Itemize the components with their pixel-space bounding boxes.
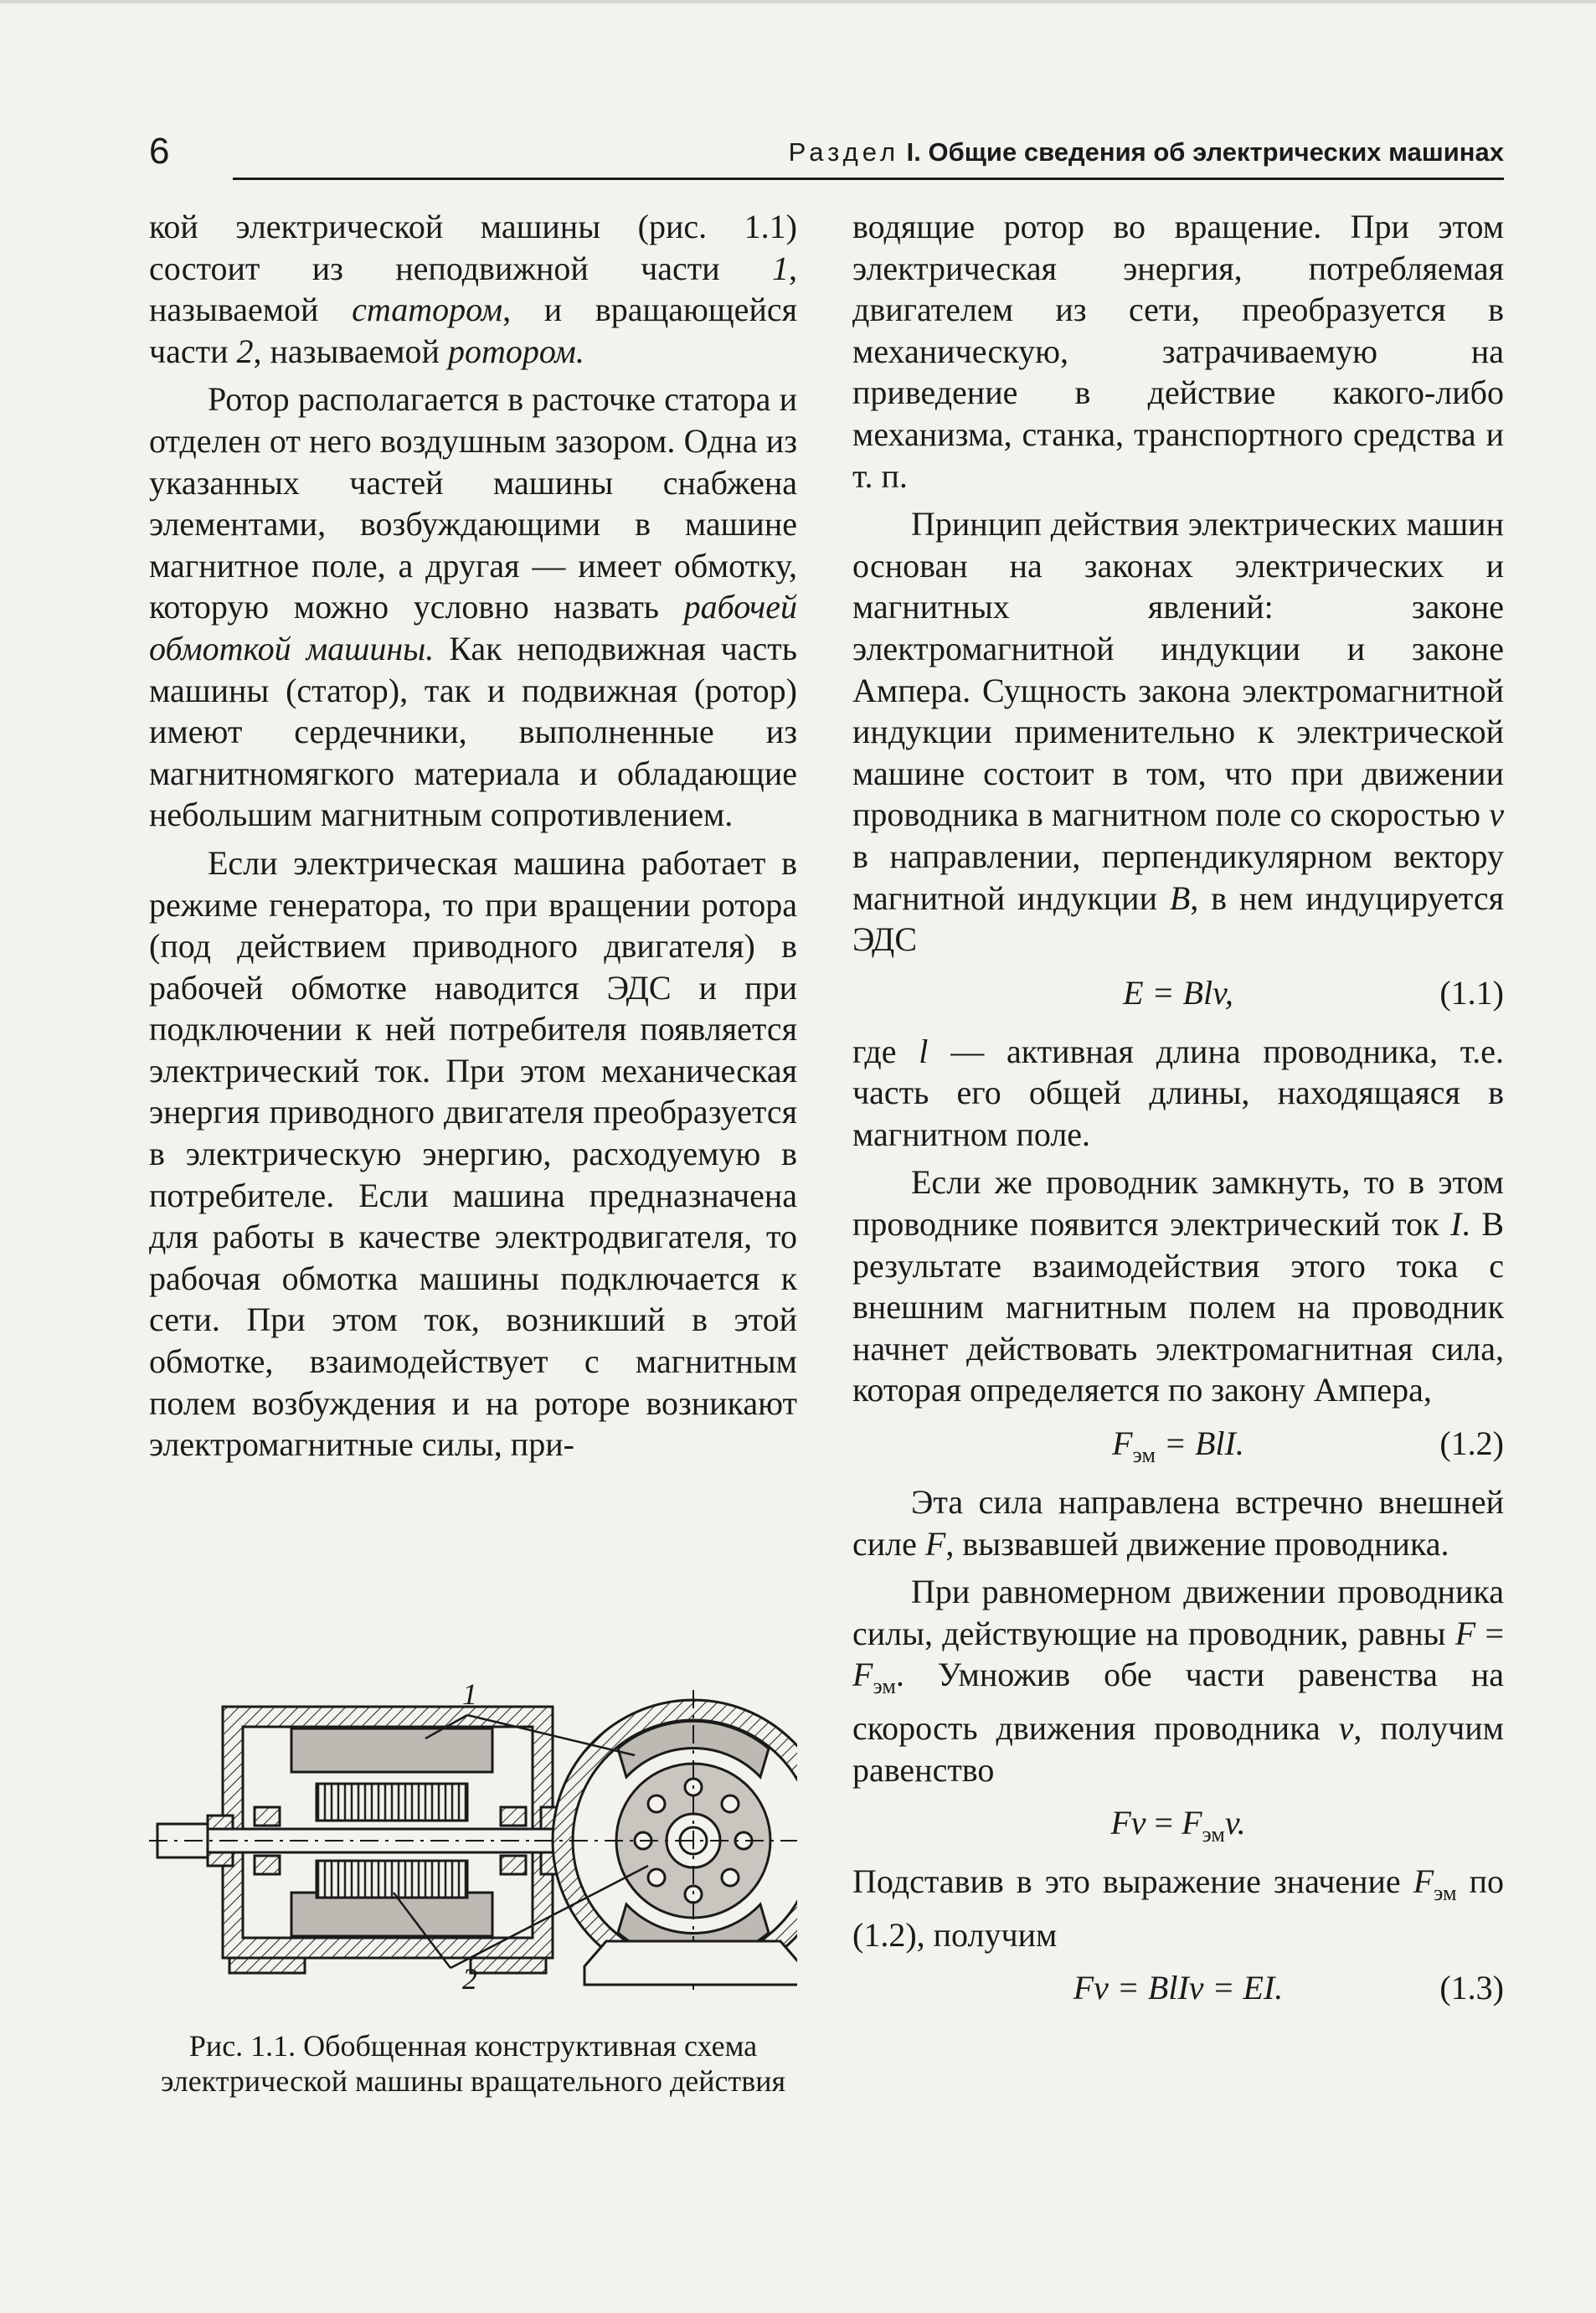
header-rule (233, 178, 1504, 180)
text-run: = (1475, 1614, 1505, 1652)
subscript: эм (1202, 1822, 1225, 1847)
top-edge-line (0, 0, 1596, 3)
section-word: Раздел (788, 137, 900, 167)
text-run: кой электрической машины (рис. 1.1) состоит из неподвижной части (149, 208, 797, 287)
text-run: — активная длина проводника, т.е. часть его общей длины, находящаяся в магнитном поле. (852, 1032, 1504, 1153)
paragraph (852, 1481, 1504, 1564)
section-title: I. Общие сведения об электрических машинах (906, 137, 1504, 167)
text-run: Ротор располагается в расточке статора и отделен от него воздушным зазором. Одна из указанных частей машины снабжена элементами, возбуждающими в машине магнитное поле, а другая — имеет обмотку, которую можно условно назвать (149, 380, 797, 626)
text-run: , называемой (149, 249, 797, 329)
text-run: . В результате взаимодействия этого тока с внешним магнитным полем на проводник начнет действовать электромагнитная сила, которая определяется по закону Ампера, (852, 1205, 1504, 1409)
paragraph (852, 1861, 1504, 1955)
paragraph (852, 503, 1504, 961)
text-run: , в нем индуцируется ЭДС (852, 878, 1505, 959)
cross-section-view (534, 1690, 797, 1991)
figure-1-1 (149, 1677, 797, 2159)
equation-unnumbered (852, 1802, 1504, 1849)
paragraph (149, 206, 797, 372)
equation-number: (1.3) (1439, 1969, 1504, 2007)
paragraph (149, 379, 797, 836)
text-run: , вызвавшей движение проводника. (945, 1524, 1449, 1563)
subscript: эм (873, 1674, 896, 1699)
symbol-f: F (924, 1524, 946, 1563)
text-run: . Умножив обе части равенства на скорость движения проводника (852, 1656, 1504, 1747)
paragraph (852, 1031, 1504, 1156)
text-run: Эта сила направлена встречно внешней силе (852, 1483, 1504, 1563)
paragraph: водящие ротор во вращение. При этом электрическая энергия, потребляемая двигателем из сети, преобразуется в механическую, затрачиваемую на приведение в действие какого-либо механизма, станка, транспортного средства и т. п. (852, 208, 1504, 495)
paragraph (852, 1162, 1504, 1411)
symbol-f: F (1112, 1424, 1133, 1463)
equation-equals: = (1146, 1804, 1182, 1842)
text-run: При равномерном движении проводника силы, действующие на проводник, равны (852, 1573, 1504, 1652)
symbol-f: F (1182, 1804, 1202, 1842)
symbol-b: B (1169, 878, 1191, 917)
subscript: эм (1132, 1443, 1156, 1468)
text-run: , и вращающейся части (149, 291, 797, 370)
text-run: , получим равенство (852, 1709, 1504, 1789)
label-stator: 1 (462, 1677, 477, 1711)
page-header (149, 131, 1504, 178)
left-column (149, 206, 797, 1472)
equation-number: (1.2) (1439, 1424, 1504, 1463)
running-head (789, 137, 1504, 167)
symbol-v: v. (1224, 1804, 1246, 1842)
symbol-f: F (1454, 1614, 1476, 1652)
symbol-f: F (852, 1656, 873, 1694)
equation-expression (852, 1423, 1504, 1476)
paragraph: Если электрическая машина работает в режиме генератора, то при вращении ротора (под действием приводного двигателя) в рабочей обмотке наводится ЭДС и при подключении к ней потребителя появляется электрический ток. При этом механическая энергия приводного двигателя преобразуется в электрическую энергию, расходуемую в потребителе. Если машина предназначена для работы в качестве электродвигателя, то рабочая обмотка машины подключается к сети. При этом ток, возникший в этой обмотке, взаимодействует с магнитным полем возбуждения и на роторе возникают электромагнитные силы, при- (149, 843, 797, 1464)
equation-expression: Fv = BlIv = EI. (1073, 1969, 1284, 2007)
text-run: Как неподвижная часть машины (статор), так и подвижная (ротор) имеют сердечники, выполненные из магнитномягкого материала и обладающие небольшим магнитным сопротивлением. (149, 629, 797, 834)
text-run: , называемой (253, 332, 448, 370)
equation-rest: = BlI. (1155, 1424, 1244, 1463)
text-run: где (852, 1032, 919, 1070)
text-run: Подставив в это выражение значение (852, 1862, 1413, 1901)
label-rotor: 2 (462, 1962, 477, 1996)
page-number: 6 (149, 131, 170, 172)
symbol-i: I (1450, 1205, 1462, 1244)
subscript: эм (1434, 1881, 1457, 1906)
symbol-l: l (919, 1032, 929, 1070)
part-number: 1 (772, 249, 789, 287)
equation-1-2 (852, 1423, 1504, 1470)
symbol-f: F (1413, 1862, 1434, 1901)
equation-1-3 (852, 1967, 1504, 2014)
part-number: 2 (236, 332, 254, 370)
text-run: по (1.2), получим (852, 1862, 1504, 1954)
equation-number: (1.1) (1439, 973, 1504, 1012)
text-run: Если же проводник замкнуть, то в этом проводнике появится электрический ток (852, 1163, 1504, 1244)
equation-expression: E = Blv, (1123, 973, 1233, 1012)
term-stator: статором (352, 291, 503, 329)
section-view (149, 1707, 576, 1973)
right-column (852, 206, 1504, 2026)
equation-lhs: Fv (1110, 1804, 1146, 1842)
paragraph (852, 1571, 1504, 1790)
text-run: в направлении, перпендикулярном вектору магнитной индукции (852, 837, 1504, 917)
symbol-v: v (1489, 796, 1504, 834)
figure-caption: Рис. 1.1. Обобщенная конструктивная схема электрической машины вращательного действия (160, 2029, 786, 2098)
text-run: Принцип действия электрических машин основан на законах электрических и магнитных явлений: законе электромагнитной индукции и законе Ампера. Сущность закона электромагнитной индукции применительно к электрической машине состоит в том, что при движении проводника в магнитном поле со скоростью (852, 505, 1504, 834)
term-rotor: ротором. (447, 332, 584, 370)
equation-1-1 (852, 972, 1504, 1019)
term-working-winding: рабочей обмоткой машины. (149, 588, 797, 667)
equation-expression (852, 1802, 1504, 1856)
symbol-v: v (1338, 1709, 1354, 1747)
